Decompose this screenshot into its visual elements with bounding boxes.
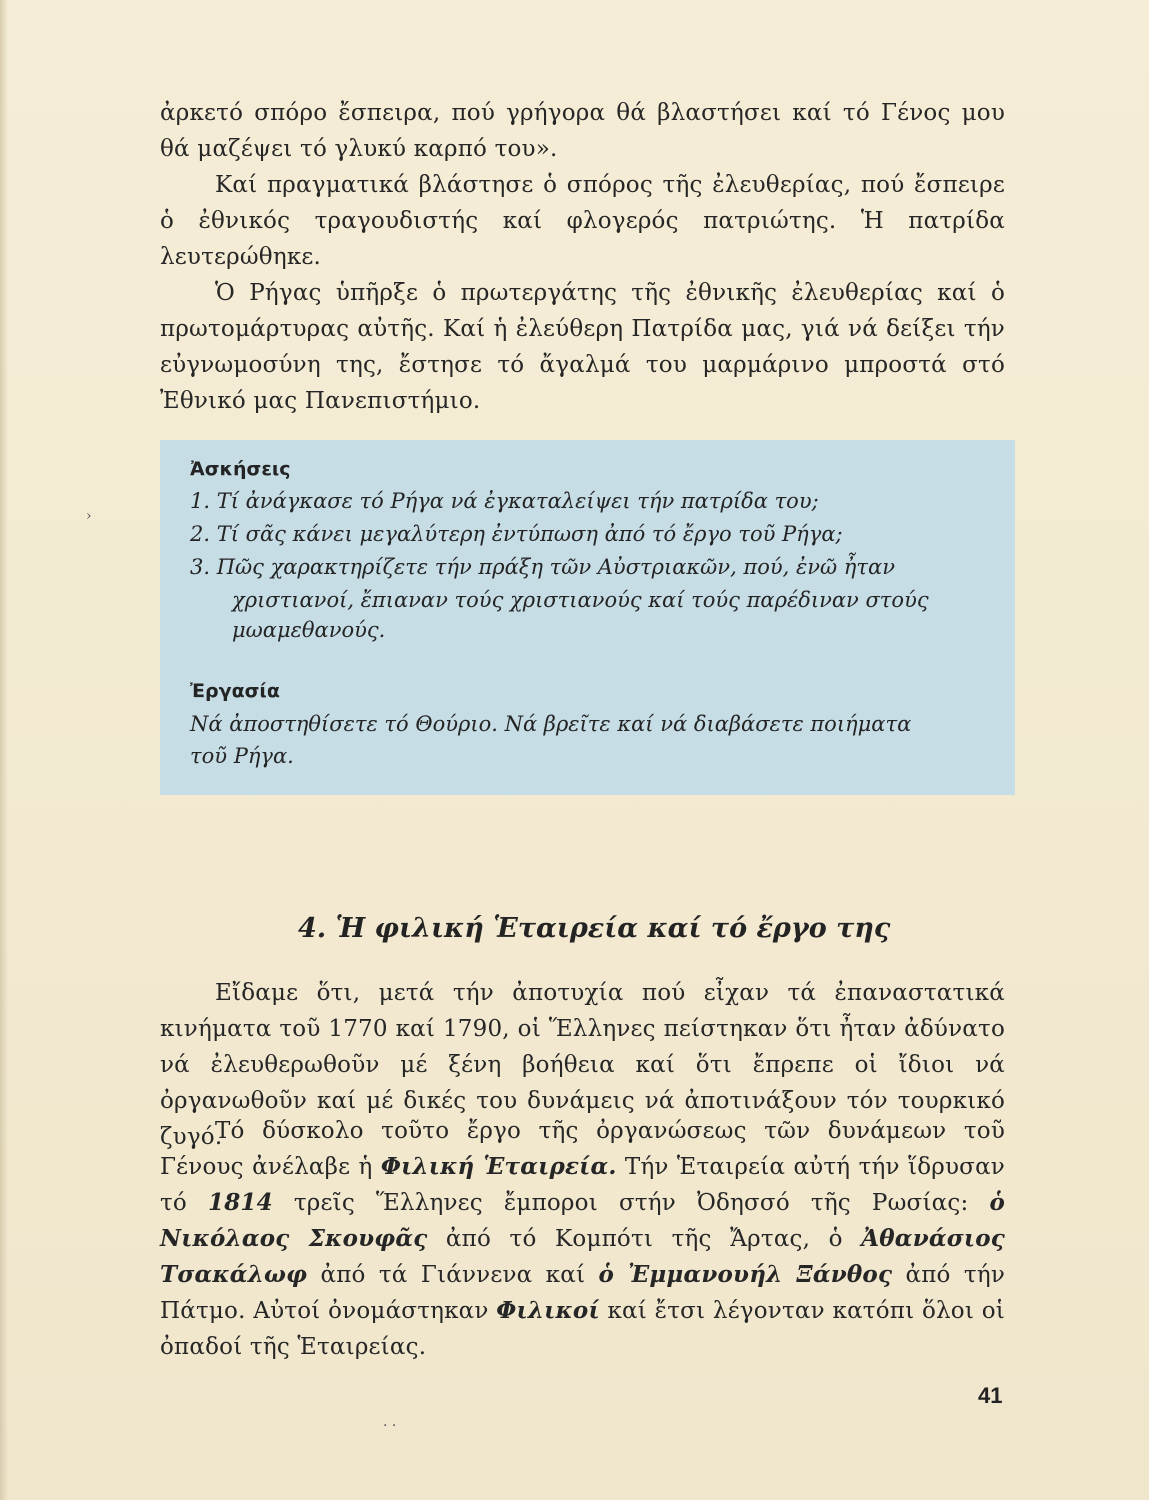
- work-task-line-2: τοῦ Ρήγα.: [190, 744, 294, 768]
- smudge-mark: · ·: [383, 1418, 397, 1434]
- section-paragraph-1: Εἴδαμε ὅτι, μετά τήν ἀποτυχία πού εἶχαν τά ἐπαναστατικά κινήματα τοῦ 1770 καί 1790, οἱ Ἕλληνες πείστηκαν ὅτι ἦταν ἀδύνατο νά ἐλευθερωθοῦν μέ ξένη βοήθεια καί ὅτι ἔπρεπε οἱ ἴδιοι νά ὀργανωθοῦν καί μέ δικές του δυνάμεις νά ἀποτινάξουν τόν τουρκικό ζυγό.: [160, 980, 1005, 1150]
- name-tsakalof: Ἀθανάσιος Τσακάλωφ: [160, 1225, 1005, 1288]
- work-heading: Ἐργασία: [190, 680, 280, 702]
- exercise-question-3: 3. Πῶς χαρακτηρίζετε τήν πράξη τῶν Αὐστριακῶν, πού, ἐνῶ ἦταν: [190, 555, 895, 579]
- section-title: 4. Ἡ φιλική Ἑταιρεία καί τό ἔργο της: [298, 913, 891, 944]
- exercise-question-3-line-2: χριστιανοί, ἔπιαναν τούς χριστιανούς καί τούς παρέδιναν στούς: [232, 588, 929, 612]
- name-xanthos: ὁ Ἐμμανουήλ Ξάνθος: [598, 1261, 893, 1288]
- paragraph-freedom: Καί πραγματικά βλάστησε ὁ σπόρος τῆς ἐλευθερίας, πού ἔσπειρε ὁ ἐθνικός τραγουδιστής καί φλογερός πατριώτης. Ἡ πατρίδα λευτερώθηκε.: [160, 172, 1005, 270]
- work-task-line-1: Νά ἀποστηθίσετε τό Θούριο. Νά βρεῖτε καί νά διαβάσετε ποιήματα: [190, 712, 912, 736]
- page-binding-edge: [0, 0, 8, 1500]
- section-paragraph-2: Τό δύσκολο τοῦτο ἔργο τῆς ὀργανώσεως τῶν δυνάμεων τοῦ Γένους ἀνέλαβε ἡ Φιλική Ἑταιρεία. Τήν Ἑταιρεία αὐτή τήν ἵδρυσαν τό 1814 τρεῖς Ἕλληνες ἔμποροι στήν Ὀδησσό τῆς Ρωσίας: ὁ Νικόλαος Σκουφᾶς ἀπό τό Κομπότι τῆς Ἄρτας, ὁ Ἀθανάσιος Τσακάλωφ ἀπό τά Γιάννενα καί ὁ Ἐμμανουήλ Ξάνθος ἀπό τήν Πάτμο. Αὐτοί ὀνομάστηκαν Φιλικοί καί ἔτσι λέγονταν κατόπι ὅλοι οἱ ὀπαδοί τῆς Ἑταιρείας.: [160, 1118, 1005, 1360]
- exercise-question-1: 1. Τί ἀνάγκασε τό Ρήγα νά ἐγκαταλείψει τήν πατρίδα του;: [190, 489, 819, 513]
- page-number: 41: [978, 1383, 1003, 1408]
- term-filikoi: Φιλικοί: [496, 1297, 600, 1324]
- margin-mark: ›: [86, 508, 92, 524]
- term-filiki-etaireia: Φιλική Ἑταιρεία.: [380, 1153, 617, 1180]
- paragraph-quote-end: ἀρκετό σπόρο ἔσπειρα, πού γρήγορα θά βλαστήσει καί τό Γένος μου θά μαζέψει τό γλυκύ καρπό του».: [160, 100, 1005, 162]
- exercises-heading: Ἀσκήσεις: [190, 458, 291, 480]
- exercise-question-2: 2. Τί σᾶς κάνει μεγαλύτερη ἐντύπωση ἀπό τό ἔργο τοῦ Ρήγα;: [190, 522, 843, 546]
- name-skoufas: ὁ Νικόλαος Σκουφᾶς: [160, 1189, 1005, 1252]
- paragraph-rigas: Ὁ Ρήγας ὑπῆρξε ὁ πρωτεργάτης τῆς ἐθνικῆς ἐλευθερίας καί ὁ πρωτομάρτυρας αὐτῆς. Καί ἡ ἐλεύθερη Πατρίδα μας, γιά νά δείξει τήν εὐγνωμοσύνη της, ἔστησε τό ἄγαλμά του μαρμάρινο μπροστά στό Ἐθνικό μας Πανεπιστήμιο.: [160, 280, 1005, 414]
- exercise-question-3-line-3: μωαμεθανούς.: [232, 618, 386, 642]
- year-1814: 1814: [208, 1189, 273, 1216]
